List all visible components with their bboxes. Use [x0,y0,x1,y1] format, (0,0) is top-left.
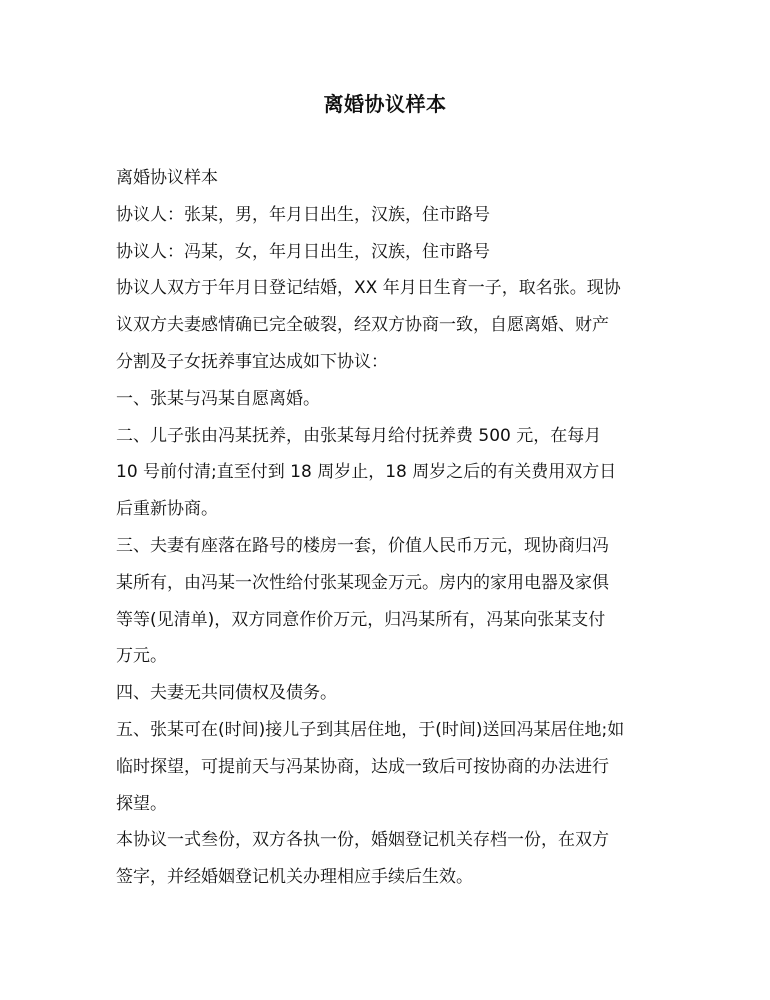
clause-line: 临时探望，可提前天与冯某协商，达成一致后可按协商的办法进行 [116,756,609,777]
party-line: 协议人：张某，男，年月日出生，汉族，住市路号 [116,204,490,225]
clause-line: 一、张某与冯某自愿离婚。 [116,388,320,409]
paragraph-line: 议双方夫妻感情确已完全破裂，经双方协商一致，自愿离婚、财产 [116,315,609,336]
document-title: 离婚协议样本 [323,92,447,116]
document-body [116,160,664,896]
clause-line: 四、夫妻无共同债权及债务。 [116,683,337,704]
party-line: 协议人：冯某，女，年月日出生，汉族，住市路号 [116,241,490,262]
clause-line: 五、张某可在(时间)接儿子到其居住地，于(时间)送回冯某居住地;如 [116,719,625,740]
clause-line: 某所有，由冯某一次性给付张某现金万元。房内的家用电器及家俱 [116,572,609,593]
clause-line: 三、夫妻有座落在路号的楼房一套，价值人民币万元，现协商归冯 [116,535,609,556]
clause-line: 等等(见清单)，双方同意作价万元，归冯某所有，冯某向张某支付 [116,609,606,630]
clause-line: 10 号前付清;直至付到 18 周岁止，18 周岁之后的有关费用双方日 [116,462,617,483]
heading-line: 离婚协议样本 [116,168,218,188]
clause-line: 万元。 [116,646,167,667]
closing-line: 本协议一式叁份，双方各执一份，婚姻登记机关存档一份，在双方 [116,830,609,851]
clause-line: 二、儿子张由冯某抚养，由张某每月给付抚养费 500 元，在每月 [116,425,602,446]
closing-line: 签字，并经婚姻登记机关办理相应手续后生效。 [116,867,473,888]
clause-line: 探望。 [116,793,167,814]
clause-line: 后重新协商。 [116,499,218,520]
paragraph-line: 分割及子女抚养事宜达成如下协议： [116,351,388,372]
paragraph-line: 协议人双方于年月日登记结婚，XX 年月日生育一子，取名张。现协 [116,278,621,299]
